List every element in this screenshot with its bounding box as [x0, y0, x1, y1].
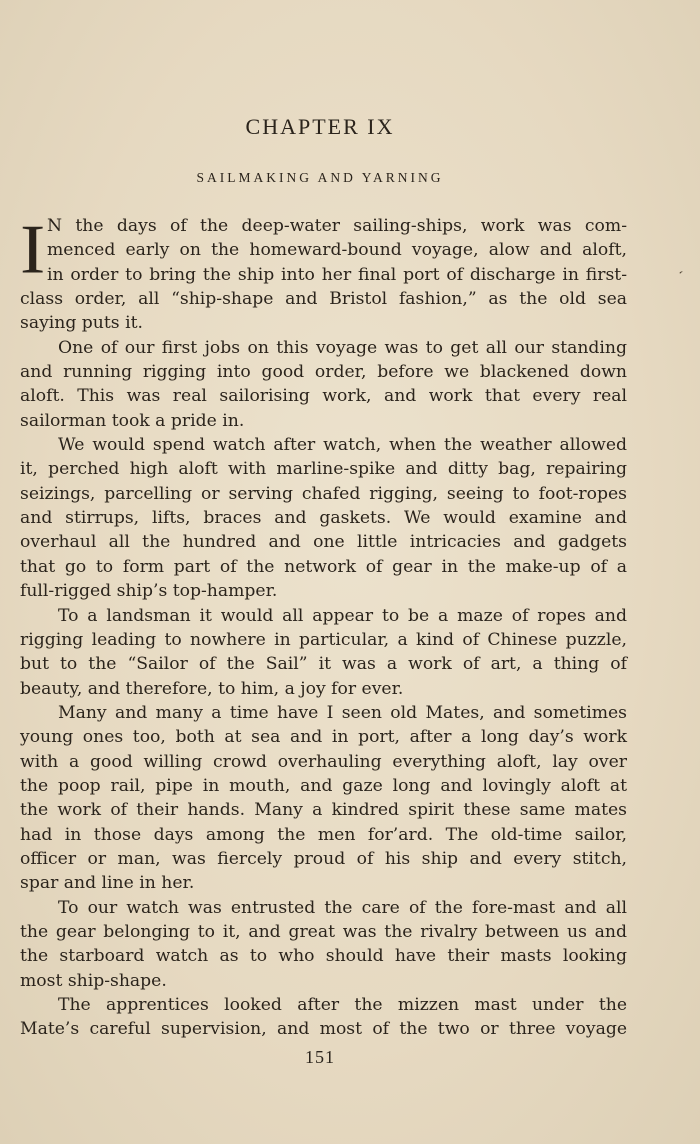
text-line: aloft. This was real sailorising work, and work that every real	[20, 386, 627, 407]
text-line: most ship-shape.	[20, 970, 167, 991]
text-line: We would spend watch after watch, when the weather allowed	[58, 435, 627, 456]
drop-cap: I	[20, 210, 46, 289]
text-line: the gear belonging to it, and great was the rivalry between us and	[20, 921, 627, 942]
text-line: in order to bring the ship into her final port of discharge in first-	[47, 264, 627, 285]
text-line: and running rigging into good order, before we blackened down	[20, 362, 627, 383]
text-line: but to the “Sailor of the Sail” it was a work of art, a thing of	[20, 654, 627, 675]
text-line: that go to form part of the network of gear in the make-up of a	[20, 556, 627, 577]
text-line: class order, all “ship-shape and Bristol fashion,” as the old sea	[20, 289, 627, 310]
chapter-subtitle: SAILMAKING AND YARNING	[196, 170, 444, 185]
chapter-title: CHAPTER IX	[245, 114, 395, 139]
text-line: it, perched high aloft with marline-spike and ditty bag, repairing	[20, 459, 627, 480]
text-line: the work of their hands. Many a kindred spirit these same mates	[20, 800, 627, 821]
text-line: To our watch was entrusted the care of the fore-mast and all	[58, 897, 627, 918]
text-line: N the days of the deep-water sailing-ships, work was com-	[47, 216, 627, 236]
page-number: 151	[305, 1047, 335, 1067]
text-line: One of our first jobs on this voyage was to get all our standing	[58, 337, 627, 358]
text-line: Many and many a time have I seen old Mates, and sometimes	[58, 702, 627, 723]
text-line: full-rigged ship’s top-hamper.	[20, 581, 278, 602]
text-line: officer or man, was fiercely proud of his ship and every stitch,	[20, 848, 627, 869]
text-line: menced early on the homeward-bound voyage, alow and aloft,	[47, 240, 627, 261]
text-line: seizings, parcelling or serving chafed rigging, seeing to foot-ropes	[20, 483, 627, 504]
text-line: had in those days among the men for’ard. The old-time sailor,	[20, 824, 627, 845]
text-line: the starboard watch as to who should have their masts looking	[20, 946, 627, 967]
text-line: with a good willing crowd overhauling everything aloft, lay over	[20, 751, 627, 772]
text-line: the poop rail, pipe in mouth, and gaze long and lovingly aloft at	[20, 775, 627, 796]
text-line: young ones too, both at sea and in port, after a long day’s work	[20, 727, 627, 748]
body-text	[20, 210, 627, 1042]
text-line: overhaul all the hundred and one little intricacies and gadgets	[20, 532, 627, 553]
text-line: The apprentices looked after the mizzen mast under the	[58, 995, 627, 1015]
text-line: saying puts it.	[20, 313, 143, 334]
text-line: sailorman took a pride in.	[20, 410, 245, 431]
text-line: To a landsman it would all appear to be a maze of ropes and	[58, 605, 627, 626]
text-line: rigging leading to nowhere in particular, a kind of Chinese puzzle,	[20, 629, 627, 650]
text-line: spar and line in her.	[20, 873, 195, 894]
text-line: and stirrups, lifts, braces and gaskets. We would examine and	[20, 508, 627, 529]
text-line: Mate’s careful supervision, and most of the two or three voyage	[20, 1019, 627, 1040]
text-line: beauty, and therefore, to him, a joy for ever.	[20, 678, 404, 699]
margin-mark-icon: ‘	[673, 268, 685, 282]
